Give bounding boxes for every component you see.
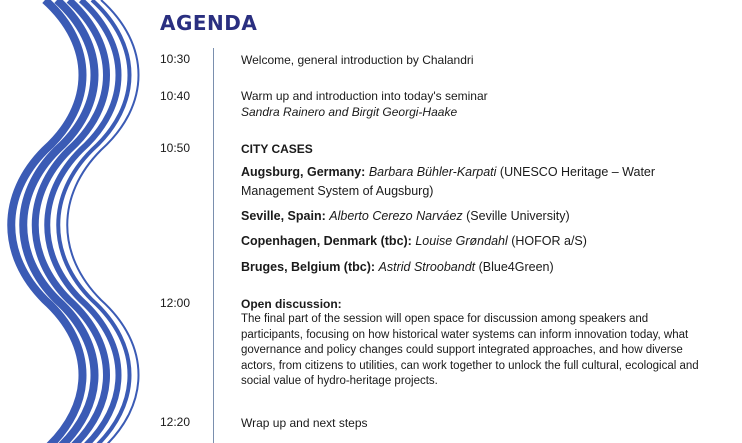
city-name: Seville, Spain:	[241, 209, 326, 223]
city-case-augsburg	[241, 163, 655, 201]
city-case-seville	[241, 207, 570, 226]
organisation: (HOFOR a/S)	[507, 234, 587, 248]
timeline-divider	[213, 48, 214, 443]
organisation-cont: Management System of Augsburg)	[241, 184, 434, 198]
item-welcome: Welcome, general introduction by Chalandri	[241, 53, 474, 67]
city-name: Bruges, Belgium (tbc):	[241, 260, 376, 274]
time-1220: 12:20	[160, 415, 191, 429]
item-warmup-speakers: Sandra Rainero and Birgit Georgi-Haake	[241, 105, 458, 119]
city-name: Augsburg, Germany:	[241, 165, 366, 179]
city-name: Copenhagen, Denmark (tbc):	[241, 234, 412, 248]
item-warmup	[241, 88, 488, 120]
time-1050: 10:50	[160, 141, 191, 155]
city-case-copenhagen	[241, 232, 587, 251]
item-wrapup: Wrap up and next steps	[241, 416, 368, 430]
organisation: (Blue4Green)	[475, 260, 554, 274]
time-1040: 10:40	[160, 89, 191, 103]
open-discussion-body: The final part of the session will open space for discussion among speakers and participants, focusing on how historical water systems can inform innovation today, what governance and policy changes could support integrated approaches, and how diverse actors, from citizens to utilities, can work together to unlock the full cultural, ecological and social value of hydro-heritage projects.	[241, 313, 699, 387]
wave-decoration	[0, 0, 150, 443]
open-discussion-heading: Open discussion:	[241, 297, 342, 311]
time-1030: 10:30	[160, 52, 191, 66]
speaker-name: Louise Grøndahl	[415, 234, 508, 248]
speaker-name: Alberto Cerezo Narváez	[329, 209, 463, 223]
organisation: (Seville University)	[462, 209, 570, 223]
speaker-name: Barbara Bühler-Karpati	[368, 165, 497, 179]
page-title: AGENDA	[160, 11, 258, 35]
city-case-bruges	[241, 258, 554, 277]
time-1200: 12:00	[160, 296, 191, 310]
organisation: (UNESCO Heritage – Water	[496, 165, 656, 179]
item-warmup-text: Warm up and introduction into today's seminar	[241, 89, 488, 103]
city-cases-heading: CITY CASES	[241, 142, 313, 156]
speaker-name: Astrid Stroobandt	[378, 260, 476, 274]
